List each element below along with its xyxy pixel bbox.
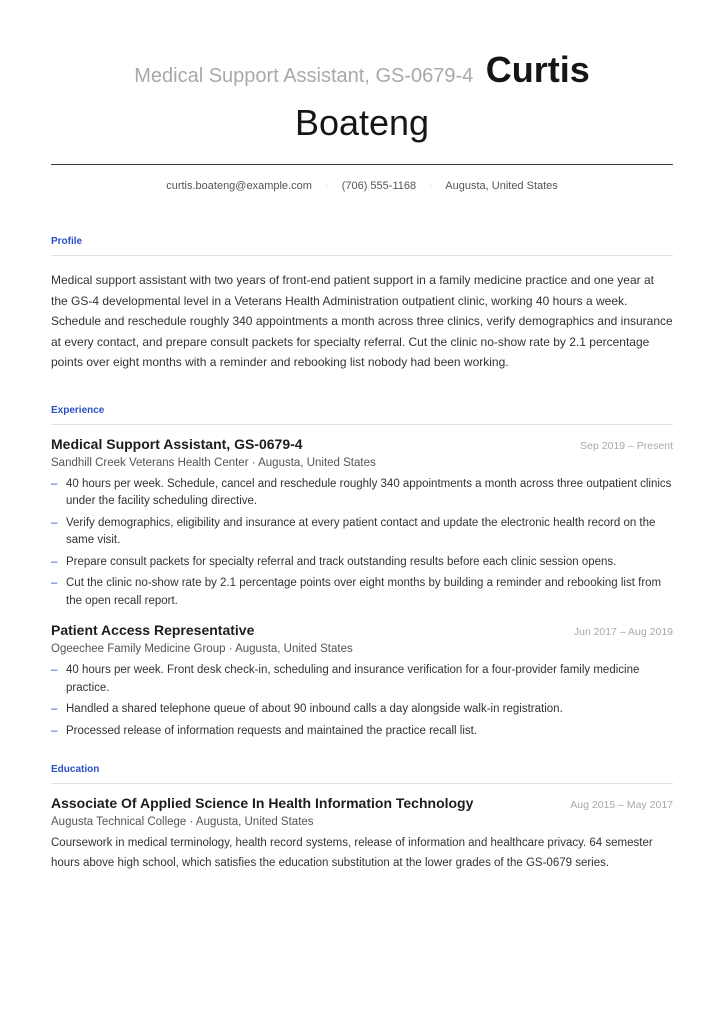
resume-page xyxy=(51,0,673,873)
bullet-dash: – xyxy=(51,577,58,589)
bullet-dash: – xyxy=(51,477,58,490)
bullet-text: 40 hours per week. Front desk check-in, scheduling and insurance verification for a four-provider family medicine practice. xyxy=(66,664,640,694)
bullet-dash: – xyxy=(51,555,58,568)
experience-section xyxy=(51,405,673,741)
section-heading-experience: Experience xyxy=(51,404,105,416)
entry-header xyxy=(51,795,673,811)
experience-entry xyxy=(51,436,673,611)
bullet-item xyxy=(51,515,673,550)
profile-summary: Medical support assistant with two years of front-end patient support in a family medicine practice and one year at the GS-4 developmental level in a Veterans Health Administration outpatient clinic, working 40 hours a week. Schedule and reschedule roughly 340 appointments a month across three clinics, verify demographics and insurance at every contact, and prepare consult packets for specialty referral. Cut the clinic no-show rate by 2.1 percentage points over eight months with a reminder and rebooking list nobody had been working. xyxy=(51,273,673,369)
bullet-text: Processed release of information requests and maintained the practice recall list. xyxy=(66,724,478,737)
bullet-item xyxy=(51,701,673,719)
education-entry xyxy=(51,795,673,873)
bullet-item xyxy=(51,662,673,697)
bullet-text: Verify demographics, eligibility and insurance at every patient contact and update the electronic health record on the same visit. xyxy=(66,516,656,546)
bullet-dash: – xyxy=(51,516,58,529)
last-name: Boateng xyxy=(294,102,430,143)
bullet-item xyxy=(51,723,673,741)
education-section xyxy=(51,764,673,873)
entry-header xyxy=(51,622,673,638)
job-employer: Sandhill Creek Veterans Health Center · Augusta, United States xyxy=(51,456,376,469)
contact-phone[interactable]: (706) 555-1168 xyxy=(341,180,417,192)
bullet-text: Handled a shared telephone queue of about 90 inbound calls a day alongside walk-in registration. xyxy=(66,703,563,715)
entry-header xyxy=(51,436,673,452)
contact-email[interactable]: curtis.boateng@example.com xyxy=(166,180,312,192)
name-line xyxy=(51,48,673,100)
degree-title: Associate Of Applied Science In Health Information Technology xyxy=(51,795,474,811)
profile-section xyxy=(51,236,673,373)
contact-info xyxy=(51,180,673,196)
section-divider xyxy=(51,783,673,784)
bullet-text: 40 hours per week. Schedule, cancel and reschedule roughly 340 appointments a month across three outpatient clinics under the facility scheduling directive. xyxy=(66,477,672,507)
education-description: Coursework in medical terminology, health record systems, release of information and healthcare privacy. 64 semester hours above high school, which satisfies the education substitution at the lower grades of the GS-0679 series. xyxy=(51,837,653,869)
job-dates: Sep 2019 – Present xyxy=(580,439,673,452)
header-divider xyxy=(51,164,673,165)
bullet-item xyxy=(51,554,673,572)
experience-entry xyxy=(51,622,673,740)
bullet-text: Prepare consult packets for specialty referral and track outstanding results before each clinic session opens. xyxy=(66,555,617,568)
section-heading-education: Education xyxy=(51,764,100,775)
job-title: Medical Support Assistant, GS-0679-4 xyxy=(134,65,474,87)
contact-location: Augusta, United States xyxy=(445,180,558,192)
bullet-item xyxy=(51,476,673,511)
section-divider xyxy=(51,255,673,256)
job-role-title: Patient Access Representative xyxy=(51,622,255,638)
first-name: Curtis xyxy=(485,49,590,90)
job-bullets xyxy=(51,476,673,611)
contact-separator: · xyxy=(324,180,329,192)
school-name: Augusta Technical College · Augusta, United States xyxy=(51,816,314,828)
bullet-text: Cut the clinic no-show rate by 2.1 percentage points over eight months by building a reminder and rebooking list from the open recall report. xyxy=(66,577,662,607)
job-role-title: Medical Support Assistant, GS-0679-4 xyxy=(51,435,303,452)
job-employer: Ogeechee Family Medicine Group · Augusta, United States xyxy=(51,643,353,655)
bullet-item xyxy=(51,575,673,610)
job-bullets xyxy=(51,662,673,740)
bullet-dash: – xyxy=(51,664,58,676)
education-dates: Aug 2015 – May 2017 xyxy=(570,799,673,811)
bullet-dash: – xyxy=(51,724,58,737)
section-divider xyxy=(51,424,673,425)
job-dates: Jun 2017 – Aug 2019 xyxy=(573,626,673,638)
resume-header xyxy=(51,0,673,146)
section-heading-profile: Profile xyxy=(51,236,83,247)
bullet-dash: – xyxy=(51,703,58,715)
contact-separator: · xyxy=(429,180,433,192)
